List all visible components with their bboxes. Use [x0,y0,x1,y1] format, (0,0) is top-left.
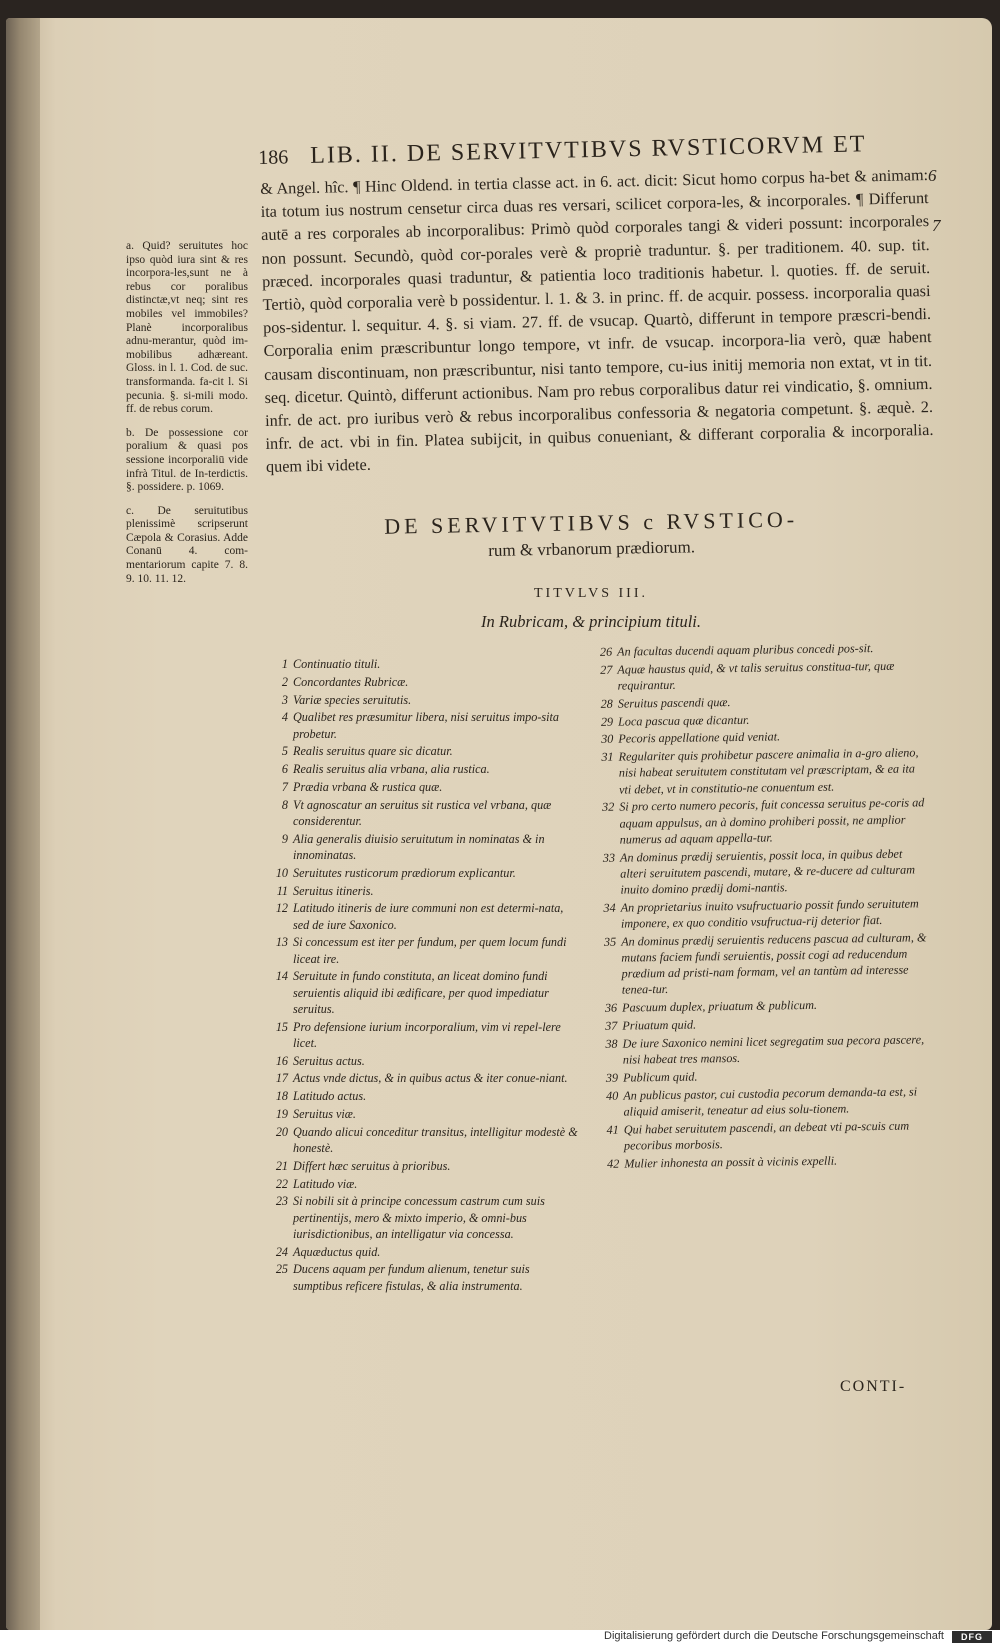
summary-entry-text: Mulier inhonesta an possit à vicinis expelli. [624,1153,838,1171]
marginal-note-a: a. Quid? seruitutes hoc ipso quòd iura sint & res incorpora-les,sunt ne à rebus cor poralibus distinctæ,vt neq; sint res mobiles vel immobiles? Planè incorporalibus adnu-merantur, quòd im-mobilibus adhæreant. Gloss. in l. 1. Cod. de suc. transformanda. fa-cit l. Si pecunia. §. si-mili modo. ff. de rebus corum. [126,240,248,416]
summary-entry-text: Latitudo itineris de iure communi non est determi-nata, sed de iure Saxonico. [293,901,564,932]
rubric-heading: In Rubricam, & principium tituli. [481,612,701,631]
summary-entry-number: 5 [281,744,288,759]
summary-entry-number: 37 [605,1018,618,1033]
summary-entry-text: Ducens aquam per fundum alienum, tenetur suis sumptibus reficere fistulas, & alia instrumenta. [293,1262,530,1293]
summary-entry-text: Alia generalis diuisio seruitutum in nominatas & in innominatas. [293,831,545,862]
summary-entry-text: Prædia vrbana & rustica quæ. [293,779,443,794]
summary-entry-text: Seruitute in fundo constituta, an liceat domino fundi seruientis aliquid ibi ædificare, per quod impediatur seruitus. [293,969,549,1016]
summary-list-left [266,656,578,1295]
summary-entry-text: Si nobili sit à principe concessum castrum cum suis pertinentijs, mero & mixto imperio, & omni-bus iurisdictionibus, an intelligatur via concessa. [293,1194,545,1241]
summary-entry-number: 3 [281,692,288,707]
summary-entry [266,934,578,966]
summary-entry-number: 14 [275,969,288,984]
summary-entry [266,1261,578,1293]
summary-entry [266,709,578,741]
summary-entry-text: Pecoris appellatione quid veniat. [618,729,781,747]
summary-entry-text: Seruitus pascendi quæ. [617,694,731,711]
summary-entry-text: Qualibet res præsumitur libera, nisi seruitus impo-sita probetur. [293,710,559,741]
marginal-note-c: c. De seruitutibus plenissimè scripserunt Cæpola & Corasius. Adde Conanū 4. com-mentariorum capite 7. 8. 9. 10. 11. 12. [126,504,248,585]
summary-entry-number: 17 [275,1071,288,1086]
summary-entry-number: 39 [605,1070,619,1085]
footer-bar [0,1630,1000,1644]
summary-entry-text: Pascuum duplex, priuatum & publicum. [621,998,818,1015]
summary-entry-number: 9 [281,831,288,846]
summary-list-right [590,639,933,1173]
dfg-logo-icon: DFG [952,1631,992,1643]
summary-entry [594,929,931,998]
summary-entry-number: 28 [600,696,613,711]
summary-entry-text: An publicus pastor, cui custodia pecorum demanda-ta est, si aliquid amiserit, teneatur ad eius solu-tionem. [623,1084,918,1119]
summary-entry-number: 7 [281,779,288,794]
catchword: CONTI- [840,1378,907,1395]
summary-entry [266,968,578,1017]
summary-entry-number: 30 [601,732,614,747]
summary-entry [266,797,578,829]
summary-entry-number: 27 [600,662,613,677]
summary-entry-number: 15 [275,1019,288,1034]
summary-entry-number: 4 [281,710,288,725]
summary-entry-text: Regulariter quis prohibetur pascere animalia in a-gro alieno, nisi habeat seruitutem constitutam vel præscriptam, & ea ita vti debet, vt in constitutio-ne conuentum est. [618,745,919,797]
summary-entry-text: Seruitus viæ. [293,1106,356,1121]
summary-entry-number: 16 [275,1053,288,1068]
running-title: LIB. II. DE SERVITVTIBVS RVSTICORVM ET [309,131,867,169]
summary-entry-text: Si pro certo numero pecoris, fuit concessa seruitus pe-coris ad aquam appulsus, an à domino prohiberi possit, ne amplior numerus ad aquam appella-tur. [619,795,925,847]
summary-entry-number: 2 [281,674,288,689]
summary-entry [266,1124,578,1156]
summary-entry-number: 22 [275,1176,288,1191]
summary-entry-text: An dominus prædij seruientis reducens pascua ad culturam, & mutans faciem fundi seruientis, possit cogi ad reducendum prædium ad pristi-nam formam, vel an tantùm ad interesse tenea-tur. [621,930,927,997]
book-page [6,18,992,1630]
summary-entry [597,1151,933,1172]
summary-entry-text: Aquæ haustus quid, & vt talis seruitus constitua-tur, quæ requirantur. [617,658,895,693]
summary-entry [593,845,930,898]
summary-entry-text: Seruitutes rusticorum prædiorum explicantur. [293,865,516,880]
summary-entry [266,1176,578,1192]
summary-entry-text: Qui habet seruitutem pascendi, an debeat vti pa-scuis cum pecoribus morbosis. [623,1118,910,1153]
summary-entry-number: 10 [275,865,288,880]
summary-entry-number: 24 [275,1244,288,1259]
section-title-line1: DE SERVITVTIBVS c RVSTICO- [383,506,799,539]
section-title-line2: rum & vrbanorum prædiorum. [488,537,696,560]
summary-entry [266,761,578,777]
summary-entry-text: Realis seruitus alia vrbana, alia rustica. [293,762,490,777]
summary-entry-number: 11 [276,883,288,898]
summary-entry-number: 36 [604,1000,618,1016]
summary-entry-text: Quando alicui conceditur transitus, intelligitur modestè & honestè. [293,1124,578,1155]
summary-entry [266,743,578,759]
summary-entry [266,1088,578,1104]
body-paragraph: & Angel. hîc. ¶ Hinc Oldend. in tertia classe act. in 6. act. dicit: Sicut homo corpus ha-bet & animam: ita totum ius nostrum censetur circa duas res versari, scilicet corpora-les, & incorporales. ¶ Differunt autē a res corporales ab incorporalibus: Primò quòd corporales tangi & videri possunt: incorporales non possunt. Secundò, quòd cor-porales verè & propriè traduntur. §. per traditionem. 40. sup. tit. præced. incorporales quasi traduntur, & patientia loco traditionis habetur. l. quoties. ff. de seruit. Tertiò, quòd corporalia verè b possidentur. l. 1. & 3. in princ. ff. de acquir. possess. incorporalia quasi pos-sidentur. l. sequitur. 4. §. si viam. 27. ff. de vsucap. Quartò, differunt in tempore præscri-bendi. Corporalia enim præscribuntur longo tempore, vt infr. de vsucap. incorpora-lia verò, quæ habent causam discontinuam, non præscribuntur, nisi tanto tempore, cu-ius initij memoria non extat, vt in tit. seq. dicetur. Quintò, differunt actionibus. Nam pro rebus corporalibus datur rei vindicatio, §. omnium. infr. de act. pro iuribus verò & rebus incorporalibus confessoria & negatoria competunt. §. æquè. 2. infr. de act. vbi in fin. Platea subijcit, in quibus conueniant, & differant corporalia & incorporalia. quem ibi videte. [260,166,934,477]
summary-entry [597,1117,933,1154]
summary-entry [266,674,578,690]
summary-entry [266,1106,578,1122]
summary-entry [590,657,926,694]
summary-entry-text: Priuatum quid. [622,1017,697,1033]
summary-entry-text: Pro defensione iurium incorporalium, vim vi repel-lere licet. [293,1019,561,1050]
summary-entry [592,795,929,848]
summary-entry-number: 23 [275,1194,288,1209]
summary-entry [266,692,578,708]
summary-entry [266,1053,578,1069]
summary-entry-text: Publicum quid. [622,1069,698,1085]
summary-entry [266,1158,578,1174]
summary-entry-number: 41 [606,1122,619,1137]
summary-entry [594,895,930,932]
margin-number: 7 [932,216,941,235]
summary-entry-text: Realis seruitus quare sic dicatur. [293,744,453,759]
summary-entry [266,865,578,881]
summary-entry-text: Latitudo actus. [293,1089,367,1104]
summary-entry-number: 6 [281,762,288,777]
summary-entry-number: 25 [275,1262,288,1277]
section-title [256,504,927,568]
summary-entry-number: 34 [603,900,616,915]
summary-entry [266,1244,578,1260]
summary-entry-text: An facultas ducendi aquam pluribus concedi pos-sit. [617,641,874,659]
titulus-heading: TITVLVS III. [533,586,649,601]
summary-entry [266,1070,578,1086]
summary-entry-number: 1 [281,657,288,671]
marginal-note-b: b. De possessione cor poralium & quasi pos sessione incorporaliū vide infrà Titul. de In-terdictis. §. possidere. p. 1069. [126,426,248,494]
summary-entry [266,779,578,795]
summary-entry-number: 40 [606,1088,619,1103]
summary-entry-number: 32 [601,800,615,815]
summary-entry [595,1031,931,1068]
summary-entry-number: 18 [275,1089,288,1104]
summary-entry-number: 8 [281,797,288,812]
summary-entry-text: Continuatio tituli. [293,657,381,671]
summary-entry-number: 42 [606,1156,620,1171]
summary-entry-number: 38 [605,1036,618,1051]
summary-entry-text: Actus vnde dictus, & in quibus actus & iter conue-niant. [293,1071,568,1086]
summary-entry [596,1083,932,1120]
summary-entry-number: 19 [275,1106,288,1121]
summary-entry-text: Concordantes Rubricæ. [293,674,409,689]
summary-entry [266,656,578,672]
summary-entry-number: 21 [275,1158,288,1173]
summary-entry-text: Seruitus itineris. [293,883,374,898]
summary-entry-text: An proprietarius inuito vsufructuario possit fundo seruitutem imponere, ex quo conditio vsufructua-rij deterior fiat. [620,896,919,931]
summary-entry-text: De iure Saxonico nemini licet segregatim sua pecora pascere, nisi habeat tres mansos. [622,1032,925,1067]
summary-entry-text: Si concessum est iter per fundum, per quem locum fundi liceat ire. [293,935,567,966]
summary-entry [266,1019,578,1051]
summary-entry [266,831,578,863]
summary-entry-text: Differt hæc seruitus à prioribus. [293,1158,451,1173]
summary-entry-text: Loca pascua quæ dicantur. [617,712,750,729]
summary-entry-number: 33 [602,850,616,865]
page-number: 186 [258,146,289,169]
summary-entry-text: Vt agnoscatur an seruitus sit rustica vel vrbana, quæ considerentur. [293,797,552,828]
summary-entry [266,1193,578,1242]
summary-entry-number: 35 [603,934,617,949]
summary-entry [591,744,928,797]
summary-entry-text: Aquæductus quid. [293,1244,381,1259]
book-spine [6,18,40,1630]
summary-entry [266,900,578,932]
summary-entry-text: Latitudo viæ. [293,1176,358,1191]
marginal-notes [126,240,248,596]
summary-entry-number: 13 [275,935,288,950]
summary-entry-number: 29 [600,714,614,729]
summary-entry-number: 31 [601,749,614,765]
summary-entry-text: Variæ species seruitutis. [293,692,412,707]
summary-entry [266,883,578,899]
summary-entry-number: 12 [275,901,288,916]
summary-entry-text: Seruitus actus. [293,1053,365,1068]
margin-number: 6 [928,166,937,185]
footer-credit: Digitalisierung gefördert durch die Deutsche Forschungsgemeinschaft [604,1630,944,1642]
summary-entry-number: 26 [599,644,613,659]
summary-entry-number: 20 [275,1124,288,1139]
summary-entry-text: An dominus prædij seruientis, possit loca, in quibus debet alteri seruitutem pascendi, mutare, & re-ducere ad culturam inuito domino prædij domi-nantis. [619,846,916,897]
